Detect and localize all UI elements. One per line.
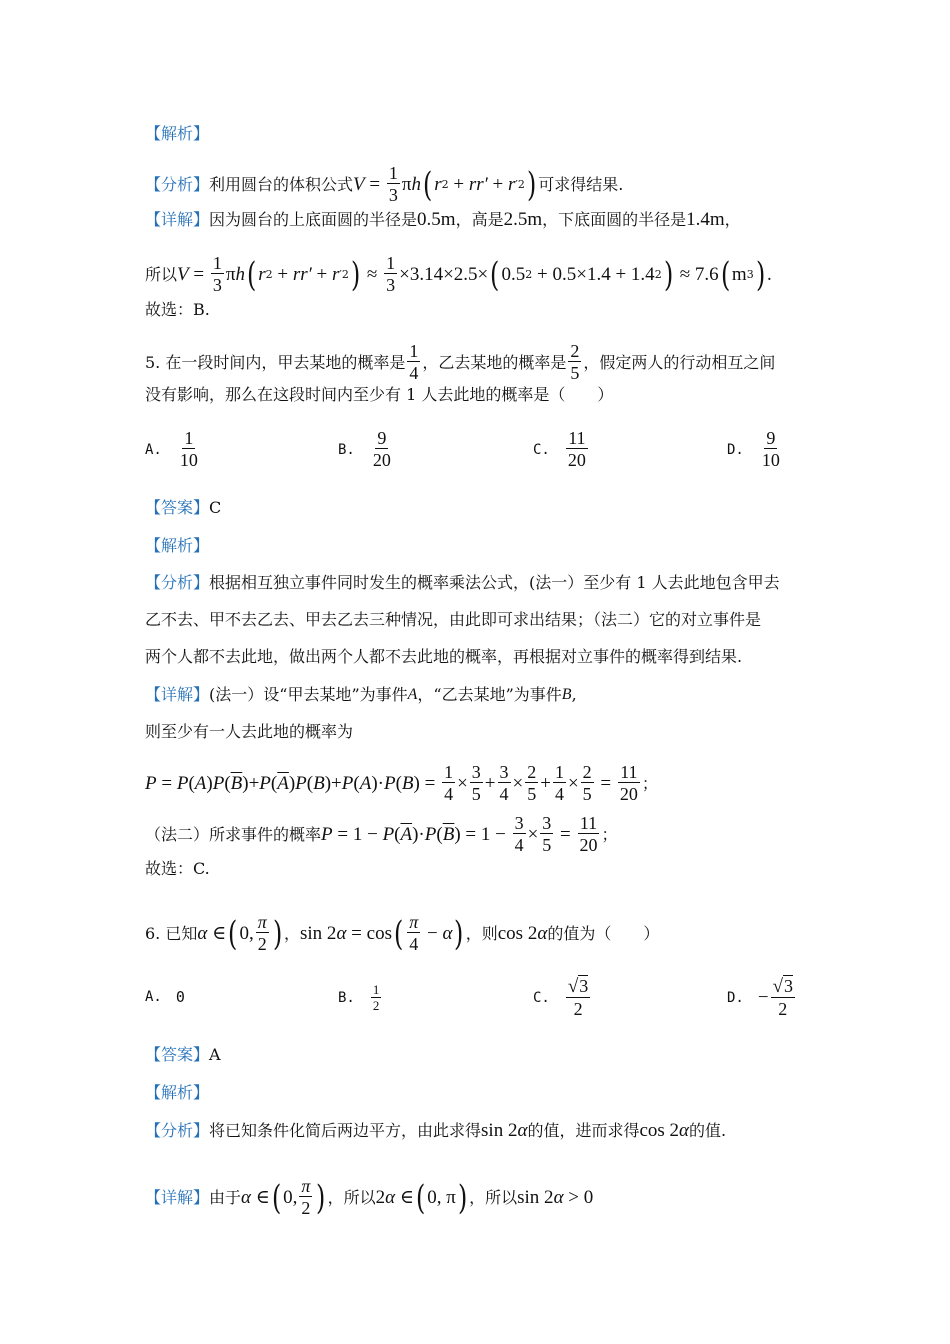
q5-stem-line2: 没有影响，那么在这段时间内至少有 1 人去此地的概率是（ ） <box>145 385 614 404</box>
q5-fenxi-line1: 【分析】 根据相互独立事件同时发生的概率乘法公式，(法一）至少有 1 人去此地包含甲去 <box>145 573 780 592</box>
q5-jiexi-heading: 【解析】 <box>145 536 210 555</box>
jiexi-tag: 【解析】 <box>145 124 210 143</box>
q5-option-d[interactable]: D. $\frac{9}{10}$ <box>727 428 780 470</box>
q6-option-a[interactable]: A. 0 <box>145 988 185 1006</box>
q5-stem-line1: 5. 在一段时间内，甲去某地的概率是 $\frac{1}{4}$ ，乙去某地的概率是 $\frac{2}{5}$ ，假定两人的行动相互之间 <box>145 341 776 383</box>
volume-calculation: V = $\frac{1}{3}$ π h ( r 2 + rr′ + r ′2 ) ≈ $\frac{1}{3}$ ×3.14×2.5× ( 0.5 2 + 0.5×1.4 + 1.4 2 ) ≈ 7.6 ( m 3 ) . <box>177 253 772 295</box>
q5-method2-formula: （法二）所求事件的概率 P = 1 − P ( $\overline{A}$ )· P ( $\overline{B}$ ) = 1 − $\frac{3}{4}$ × $\frac{3}{5}$ = $\frac{11}{20}$ ； <box>145 813 618 855</box>
xiangjie-tag: 【详解】 <box>145 210 210 229</box>
q6-stem: 6. 已知 α ∈ ( 0, $\frac{\pi}{2}$ ) ， sin 2 α = cos ( $\frac{\pi}{4}$ − α ) ，则 cos 2 α 的值为（ ） <box>145 912 660 954</box>
q5-answer-line: 【答案】 C <box>145 498 222 517</box>
q5-option-a[interactable]: A. $\frac{1}{10}$ <box>145 428 198 470</box>
fenxi-tag: 【分析】 <box>145 174 210 194</box>
q5-xiangjie-line2: 则至少有一人去此地的概率为 <box>145 722 354 741</box>
fenxi-line <box>145 163 623 206</box>
q6-option-b[interactable]: B. $\frac{1}{2}$ <box>338 982 380 1013</box>
q5-xiangjie-line1: 【详解】 (法一）设“甲去某地”为事件 A ，“乙去某地”为事件 B , <box>145 685 577 704</box>
jiexi-heading <box>145 123 209 145</box>
q5-method1-formula: P = P ( A ) P ( $\overline{B}$ )+ P ( $\overline{A}$ ) P ( B )+ P ( A )· P ( B ) = $\frac{1}{4}$ × $\frac{3}{5}$ + $\frac{3}{4}$ × $\frac{2}{5}$ + $\frac{1}{4}$ × $\frac{2}{5}$ = $\frac{11}{20}$ ； <box>145 762 658 804</box>
q6-jiexi-heading: 【解析】 <box>145 1083 210 1102</box>
q6-answer: A <box>209 1045 221 1064</box>
fenxi-text-end: 可求得结果. <box>538 174 624 194</box>
q6-fenxi-line: 【分析】 将已知条件化简后两边平方，由此求得 sin 2 α 的值，进而求得 cos 2 α 的值. <box>145 1120 727 1141</box>
q5-answer: C <box>209 498 222 517</box>
top-radius-value: 0.5m <box>417 209 456 230</box>
answer-choice-line: 故选：B. <box>145 300 210 319</box>
q5-fenxi-line3: 两个人都不去此地，做出两个人都不去此地的概率，再根据对立事件的概率得到结果. <box>145 647 743 666</box>
frustum-volume-formula: V = $\frac{1}{3}$ π h ( r 2 + rr′ + r ′2 ) <box>353 163 537 205</box>
volume-calc-line: 所以 V = $\frac{1}{3}$ π h ( r 2 + rr′ + r ′2 ) ≈ $\frac{1}{3}$ ×3.14×2.5× ( 0.5 2 + 0.5×1.4 + 1.4 2 ) ≈ 7.6 ( m 3 ) . <box>145 253 772 295</box>
q5-option-c[interactable]: C. $\frac{11}{20}$ <box>533 428 586 470</box>
q5-option-b[interactable]: B. $\frac{9}{20}$ <box>338 428 391 470</box>
q6-answer-line: 【答案】 A <box>145 1045 221 1064</box>
q5-answer-choice: 故选：C. <box>145 859 210 878</box>
q6-option-c[interactable]: C. $\frac{√3}{2}$ <box>533 976 589 1019</box>
height-value: 2.5m <box>503 209 543 230</box>
xiangjie-line: 【详解】 因为圆台的上底面圆的半径是 0.5m ，高是 2.5m ，下底面圆的半径是 1.4m ， <box>145 209 741 230</box>
q6-option-d[interactable]: D. − $\frac{√3}{2}$ <box>727 976 794 1019</box>
fenxi-text: 利用圆台的体积公式 <box>209 174 354 194</box>
q5-fenxi-line2: 乙不去、甲不去乙去、甲去乙去三种情况，由此即可求出结果；（法二）它的对立事件是 <box>145 610 762 629</box>
q6-xiangjie-line: 【详解】 由于 α ∈ ( 0, $\frac{\pi}{2}$ ) ，所以 2 α ∈ ( 0, π ) ，所以 sin 2 α > 0 <box>145 1176 594 1218</box>
bottom-radius-value: 1.4m <box>686 209 725 230</box>
